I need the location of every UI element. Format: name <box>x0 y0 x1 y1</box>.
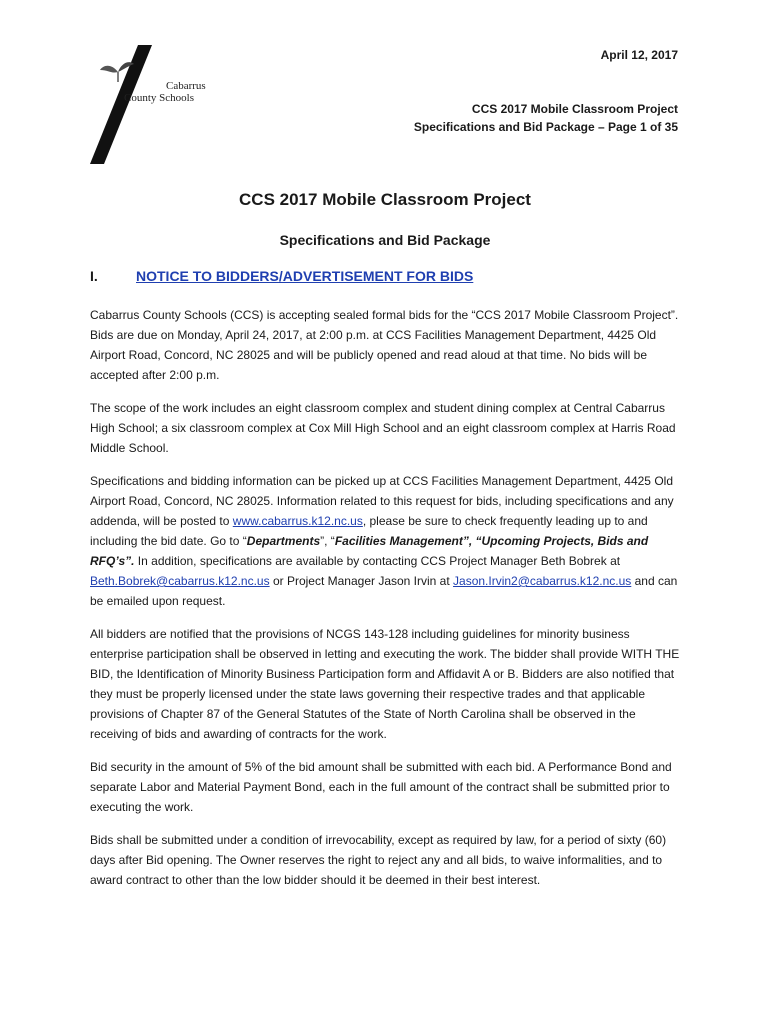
section-number: I. <box>90 268 98 284</box>
running-header <box>414 100 678 136</box>
header-project-title: CCS 2017 Mobile Classroom Project <box>471 102 678 116</box>
logo-line-2: County Schools <box>124 92 194 104</box>
facilities-path-text: Facilities Management”, “Upcoming Projects, Bids and RFQ’s”. <box>90 534 649 568</box>
departments-text: Departments <box>246 534 321 548</box>
paragraph-bid-security: Bid security in the amount of 5% of the bid amount shall be submitted with each bid. A Performance Bond and separate Labor and Material Payment Bond, each in the full amount of the contract shall be submitted prior to executing the work. <box>90 760 672 814</box>
text-span: In addition, specifications are available by contacting CCS Project Manager Beth Bobrek at <box>134 554 621 568</box>
paragraph-specifications <box>90 471 680 611</box>
section-title: NOTICE TO BIDDERS/ADVERTISEMENT FOR BIDS <box>136 268 474 284</box>
email-link-irvin[interactable]: Jason.Irvin2@cabarrus.k12.nc.us <box>453 574 632 588</box>
section-heading <box>90 268 473 284</box>
text-span: , please be sure to check frequently leading up to and including the bid date. Go to “ <box>90 514 648 548</box>
paragraph-scope: The scope of the work includes an eight classroom complex and student dining complex at Central Cabarrus High School; a six classroom complex at Cox Mill High School and an eight classroom complex at Harris Road Middle School. <box>90 401 676 455</box>
paragraph-irrevocability: Bids shall be submitted under a condition of irrevocability, except as required by law, for a period of sixty (60) days after Bid opening. The Owner reserves the right to reject any and all bids, to waive informalities, and to award contract to other than the low bidder should it be deemed in their best interest. <box>90 833 667 887</box>
logo-line-1: Cabarrus <box>166 80 206 92</box>
text-span: and can be emailed upon request. <box>90 574 678 608</box>
page-subtitle: Specifications and Bid Package <box>279 232 491 248</box>
website-link[interactable]: www.cabarrus.k12.nc.us <box>232 514 363 528</box>
logo-graphic <box>90 42 220 167</box>
text-span: or Project Manager Jason Irvin at <box>269 574 454 588</box>
email-link-bobrek[interactable]: Beth.Bobrek@cabarrus.k12.nc.us <box>90 574 270 588</box>
document-date: April 12, 2017 <box>600 48 678 62</box>
text-span: ”, “ <box>320 534 335 548</box>
text-span: Specifications and bidding information can be picked up at CCS Facilities Management Department, 4425 Old Airport Road, Concord, NC 28025. Information related to this request for bids, including specifications and any addenda, will be posted to <box>90 474 674 528</box>
page-title: CCS 2017 Mobile Classroom Project <box>239 190 531 209</box>
paragraph-minority-business: All bidders are notified that the provisions of NCGS 143-128 including guidelines for minority business enterprise participation shall be observed in letting and executing the work. The bidder shall provide WITH THE BID, the Identification of Minority Business Participation form and Affidavit A or B. Bidders are also notified that they must be properly licensed under the state laws governing their respective trades and that applicable provisions of Chapter 87 of the General Statutes of the State of North Carolina shall be observed in the receiving of bids and awarding of contracts for the work. <box>90 627 680 741</box>
logo-wordmark <box>124 80 206 104</box>
document-body <box>90 305 680 903</box>
paragraph-bid-notice: Cabarrus County Schools (CCS) is accepting sealed formal bids for the “CCS 2017 Mobile Classroom Project”. Bids are due on Monday, April 24, 2017, at 2:00 p.m. at CCS Facilities Management Department, 4425 Old Airport Road, Concord, NC 28025 and will be publicly opened and read aloud at that time. No bids will be accepted after 2:00 p.m. <box>90 308 679 382</box>
header-page-info: Specifications and Bid Package – Page 1 of 35 <box>413 120 678 134</box>
district-logo <box>90 42 220 167</box>
